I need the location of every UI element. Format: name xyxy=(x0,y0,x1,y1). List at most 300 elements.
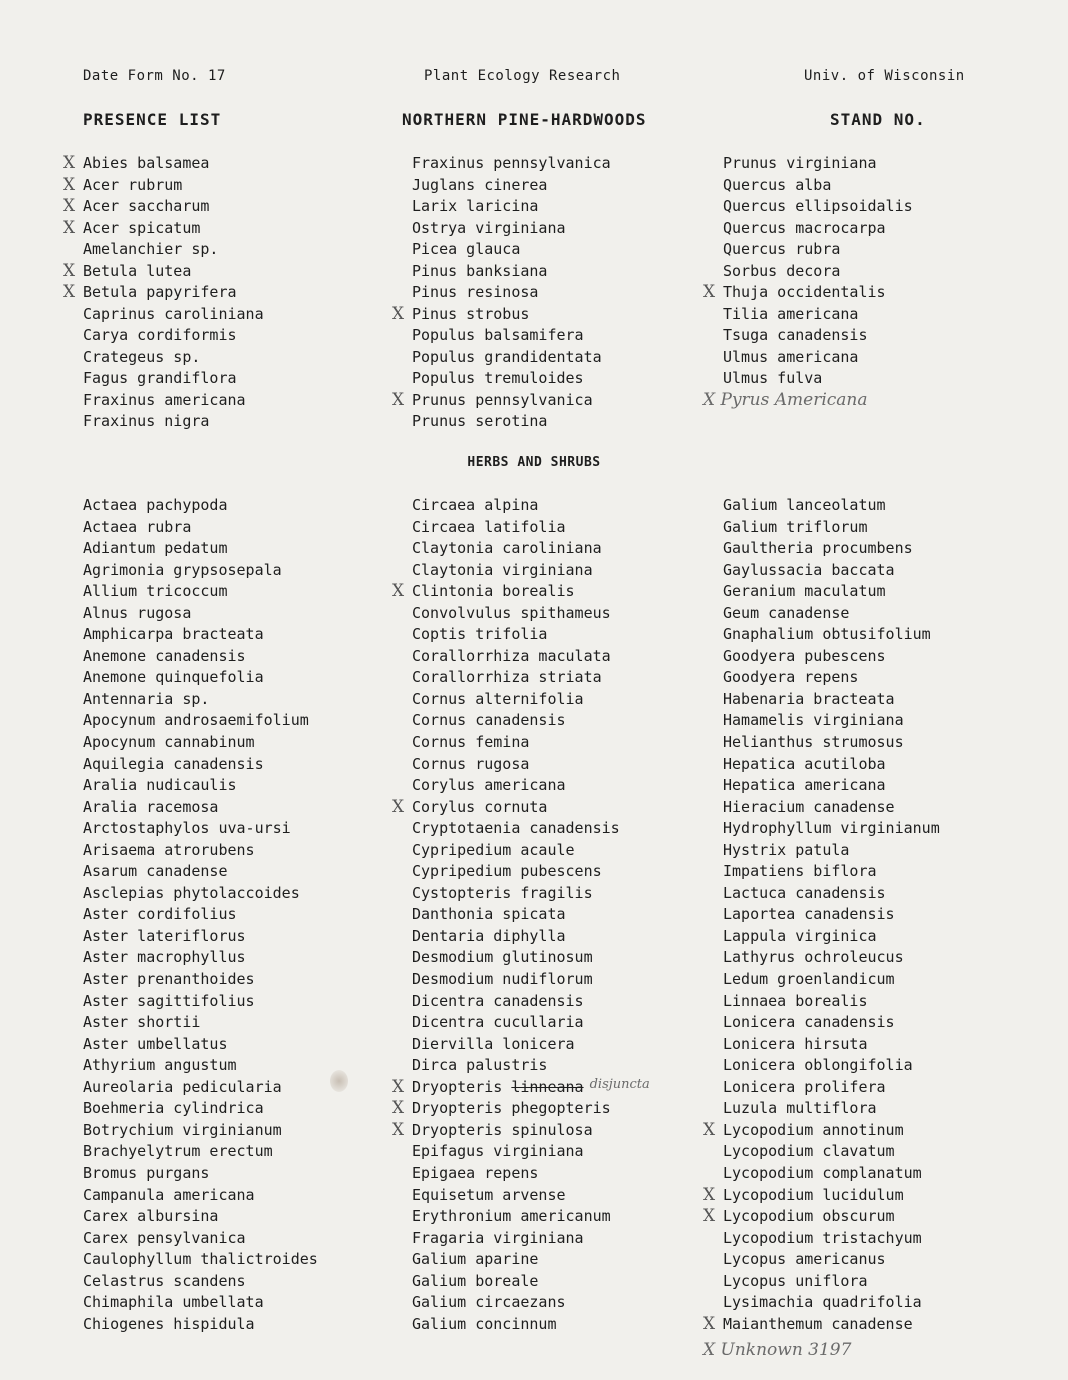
species-entry xyxy=(723,325,913,347)
species-name: Galium lanceolatum xyxy=(723,496,886,514)
species-entry xyxy=(412,196,611,218)
species-name: Lycopodium lucidulum xyxy=(723,1185,904,1204)
species-name: Claytonia caroliniana xyxy=(412,539,602,558)
species-name: Tilia americana xyxy=(723,304,859,323)
handwritten-footer-note: X Unknown 3197 xyxy=(703,1340,852,1360)
species-name: Sorbus decora xyxy=(723,261,841,280)
species-name: Anemone canadensis xyxy=(83,646,246,665)
species-name: Fagus grandiflora xyxy=(83,369,237,387)
species-name: Galium triflorum xyxy=(723,517,868,536)
species-name: Caulophyllum thalictroides xyxy=(83,1250,318,1269)
species-name: Ulmus americana xyxy=(723,347,859,366)
species-name: Fraxinus pennsylvanica xyxy=(412,154,611,172)
herb-species-column-2 xyxy=(392,495,650,1335)
species-name: Laportea canadensis xyxy=(723,905,895,924)
species-name: Cypripedium acaule xyxy=(412,840,575,859)
species-entry xyxy=(83,1292,318,1314)
species-entry xyxy=(83,1120,318,1142)
species-entry xyxy=(63,153,264,175)
species-name: Anemone quinquefolia xyxy=(83,668,264,687)
species-entry xyxy=(412,153,611,175)
species-name: Epifagus virginiana xyxy=(412,1142,584,1161)
check-mark-icon: X xyxy=(63,196,76,216)
species-name: Coptis trifolia xyxy=(412,625,548,644)
species-name: Juglans cinerea xyxy=(412,175,548,194)
species-name: Hamamelis virginiana xyxy=(723,711,904,730)
species-name: Equisetum arvense xyxy=(412,1185,566,1204)
species-entry xyxy=(412,947,650,969)
species-name: Arisaema atrorubens xyxy=(83,840,255,859)
species-entry xyxy=(723,710,940,732)
species-entry xyxy=(723,689,940,711)
species-entry xyxy=(83,1098,318,1120)
species-name: Aster cordifolius xyxy=(83,905,237,924)
species-name: Amphicarpa bracteata xyxy=(83,625,264,644)
herb-species-column-1 xyxy=(83,495,318,1335)
species-entry xyxy=(412,754,650,776)
species-entry xyxy=(412,624,650,646)
species-name: Dicentra cucullaria xyxy=(412,1013,584,1032)
species-name: Aureolaria pedicularia xyxy=(83,1077,282,1096)
species-entry xyxy=(83,517,318,539)
species-entry xyxy=(392,1076,650,1099)
species-name: Helianthus strumosus xyxy=(723,733,904,752)
check-mark-icon: X xyxy=(63,217,76,238)
species-entry xyxy=(83,1206,318,1228)
species-entry xyxy=(723,646,940,668)
species-name: Prunus pennsylvanica xyxy=(412,390,593,409)
species-name: Fraxinus nigra xyxy=(83,412,210,430)
species-name: Campanula americana xyxy=(83,1185,255,1204)
species-name: Carya cordiformis xyxy=(83,326,237,344)
species-name: Athyrium angustum xyxy=(83,1056,237,1075)
species-entry xyxy=(723,1141,940,1163)
paper-smudge xyxy=(330,1070,348,1092)
species-entry xyxy=(703,1119,940,1142)
species-name: Gaylussacia baccata xyxy=(723,560,895,579)
species-name: Dirca palustris xyxy=(412,1056,548,1075)
species-name: Quercus rubra xyxy=(723,240,841,258)
species-name: Acer rubrum xyxy=(83,175,183,194)
check-mark-icon: X xyxy=(392,1119,405,1140)
species-entry xyxy=(412,883,650,905)
species-entry xyxy=(412,1163,650,1185)
species-name: Tsuga canadensis xyxy=(723,326,868,344)
check-mark-icon: X xyxy=(703,1184,716,1205)
species-name: Danthonia spicata xyxy=(412,905,566,924)
species-entry xyxy=(83,368,264,390)
species-name: Linnaea borealis xyxy=(723,991,868,1010)
species-entry xyxy=(83,603,318,625)
species-entry xyxy=(723,196,913,218)
species-entry xyxy=(412,411,611,433)
species-name: Circaea latifolia xyxy=(412,517,566,536)
species-name: Hydrophyllum virginianum xyxy=(723,819,940,838)
species-entry xyxy=(723,991,940,1013)
species-name: Desmodium glutinosum xyxy=(412,948,593,967)
species-name: Dryopteris phegopteris xyxy=(412,1099,611,1118)
species-entry xyxy=(412,1141,650,1163)
species-name: Betula papyrifera xyxy=(83,283,237,301)
species-name: Galium circaezans xyxy=(412,1293,566,1312)
species-name: Epigaea repens xyxy=(412,1163,539,1182)
species-entry xyxy=(412,991,650,1013)
species-name: Populus balsamifera xyxy=(412,326,584,344)
species-name: Cystopteris fragilis xyxy=(412,883,593,902)
species-entry xyxy=(392,1098,650,1120)
species-entry xyxy=(723,218,913,240)
species-name: Galium concinnum xyxy=(412,1314,557,1333)
species-name: Carex pensylvanica xyxy=(83,1228,246,1247)
species-entry xyxy=(412,517,650,539)
species-name: Hystrix patula xyxy=(723,840,850,859)
species-name: Populus tremuloides xyxy=(412,369,584,387)
species-name: Desmodium nudiflorum xyxy=(412,970,593,989)
species-name: Fragaria virginiana xyxy=(412,1228,584,1247)
species-entry xyxy=(723,1249,940,1271)
species-entry xyxy=(412,1185,650,1207)
species-name: Quercus alba xyxy=(723,175,832,194)
tree-species-column-3 xyxy=(703,153,913,390)
check-mark-icon: X xyxy=(703,1313,716,1334)
species-entry xyxy=(412,969,650,991)
species-name: Antennaria sp. xyxy=(83,689,210,708)
species-entry xyxy=(83,1141,318,1163)
species-name: Cornus femina xyxy=(412,733,530,752)
species-entry xyxy=(412,368,611,390)
species-entry xyxy=(723,818,940,840)
species-entry xyxy=(412,1034,650,1056)
species-entry xyxy=(83,560,318,582)
species-name: Chiogenes hispidula xyxy=(83,1314,255,1333)
species-entry xyxy=(83,775,318,797)
species-entry xyxy=(723,581,940,603)
species-name: Hieracium canadense xyxy=(723,797,895,816)
check-mark-icon: X xyxy=(703,1206,716,1227)
species-name: Pinus strobus xyxy=(412,304,530,323)
species-name: Abies balsamea xyxy=(83,154,210,172)
species-entry xyxy=(723,1098,940,1120)
species-name: Dryopteris xyxy=(412,1077,503,1096)
species-name: Crategeus sp. xyxy=(83,347,201,366)
presence-list-title: PRESENCE LIST xyxy=(83,110,222,129)
species-entry xyxy=(83,1271,318,1293)
species-name: Ostrya virginiana xyxy=(412,218,566,237)
species-name: Aralia nudicaulis xyxy=(83,776,237,795)
species-name: Arctostaphylos uva-ursi xyxy=(83,819,291,838)
species-entry xyxy=(723,304,913,326)
species-entry xyxy=(412,818,650,840)
species-name: Circaea alpina xyxy=(412,496,539,514)
species-entry xyxy=(703,1313,940,1336)
species-name: Cornus alternifolia xyxy=(412,689,584,708)
species-name: Agrimonia grypsosepala xyxy=(83,560,282,579)
species-name: Corallorrhiza maculata xyxy=(412,646,611,665)
species-entry xyxy=(723,1271,940,1293)
species-name: Asarum canadense xyxy=(83,862,228,881)
species-entry xyxy=(723,347,913,369)
species-entry xyxy=(723,754,940,776)
species-name: Galium aparine xyxy=(412,1250,539,1269)
species-name: Carex albursina xyxy=(83,1207,219,1226)
species-entry xyxy=(83,732,318,754)
species-name: Aster macrophyllus xyxy=(83,948,246,967)
species-name: Amelanchier sp. xyxy=(83,240,219,258)
species-entry xyxy=(83,667,318,689)
species-entry xyxy=(412,1055,650,1077)
species-entry xyxy=(412,239,611,261)
species-entry xyxy=(83,1314,318,1336)
species-entry xyxy=(723,1034,940,1056)
species-entry xyxy=(83,624,318,646)
species-name: Cornus rugosa xyxy=(412,754,530,773)
species-entry xyxy=(412,261,611,283)
species-entry xyxy=(723,1292,940,1314)
check-mark-icon: X xyxy=(392,1098,405,1119)
check-mark-icon: X xyxy=(392,796,405,817)
species-entry xyxy=(83,754,318,776)
species-entry xyxy=(723,1228,940,1250)
species-entry xyxy=(703,282,913,304)
species-name: Lonicera hirsuta xyxy=(723,1034,868,1053)
species-name: Aster umbellatus xyxy=(83,1034,228,1053)
species-name: Brachyelytrum erectum xyxy=(83,1142,273,1161)
check-mark-icon: X xyxy=(703,1119,716,1140)
species-entry xyxy=(412,926,650,948)
species-name: Fraxinus americana xyxy=(83,390,246,409)
species-entry xyxy=(723,1077,940,1099)
species-entry xyxy=(723,883,940,905)
species-entry xyxy=(723,775,940,797)
species-entry xyxy=(83,710,318,732)
species-name: Impatiens biflora xyxy=(723,862,877,881)
species-name: Clintonia borealis xyxy=(412,582,575,601)
species-entry xyxy=(723,538,940,560)
herbs-shrubs-heading: HERBS AND SHRUBS xyxy=(467,455,601,470)
species-entry xyxy=(412,603,650,625)
species-entry xyxy=(83,797,318,819)
species-entry xyxy=(723,861,940,883)
species-entry xyxy=(83,1249,318,1271)
species-name: Populus grandidentata xyxy=(412,347,602,366)
species-entry xyxy=(412,1206,650,1228)
species-entry xyxy=(412,904,650,926)
species-entry xyxy=(63,174,264,197)
species-name: Corylus americana xyxy=(412,776,566,795)
species-name: Lonicera oblongifolia xyxy=(723,1056,913,1075)
species-entry xyxy=(83,1077,318,1099)
species-name: Botrychium virginianum xyxy=(83,1120,282,1139)
tree-species-column-1 xyxy=(63,153,264,433)
species-name: Lycopodium obscurum xyxy=(723,1207,895,1226)
forest-type-title: NORTHERN PINE-HARDWOODS xyxy=(402,110,647,129)
species-name: Convolvulus spithameus xyxy=(412,603,611,622)
species-name: Lycopus americanus xyxy=(723,1250,886,1269)
species-entry xyxy=(412,1271,650,1293)
species-name: Pinus banksiana xyxy=(412,261,548,280)
species-entry xyxy=(412,861,650,883)
species-name: Gaultheria procumbens xyxy=(723,539,913,558)
species-entry xyxy=(83,1185,318,1207)
species-entry xyxy=(83,495,318,517)
check-mark-icon: X xyxy=(392,1076,405,1097)
species-name: Betula lutea xyxy=(83,261,192,280)
species-name: Lycopodium clavatum xyxy=(723,1142,895,1161)
check-mark-icon: X xyxy=(63,282,76,302)
species-name: Lycopodium annotinum xyxy=(723,1120,904,1139)
species-name: Hepatica americana xyxy=(723,776,886,795)
species-name: Bromus purgans xyxy=(83,1163,210,1182)
species-name: Lactuca canadensis xyxy=(723,883,886,902)
species-name: Lycopodium complanatum xyxy=(723,1163,922,1182)
species-name: Pinus resinosa xyxy=(412,283,539,301)
species-name: Asclepias phytolaccoides xyxy=(83,883,300,902)
species-entry xyxy=(392,389,611,412)
species-name: Actaea rubra xyxy=(83,517,192,536)
species-entry xyxy=(412,646,650,668)
species-entry xyxy=(83,646,318,668)
species-entry xyxy=(723,624,940,646)
species-name: Cornus canadensis xyxy=(412,711,566,730)
species-entry xyxy=(723,495,940,517)
species-entry xyxy=(83,390,264,412)
species-name: Boehmeria cylindrica xyxy=(83,1099,264,1118)
species-entry xyxy=(723,667,940,689)
species-name: Lonicera prolifera xyxy=(723,1077,886,1096)
organization: Plant Ecology Research xyxy=(424,68,621,84)
check-mark-icon: X xyxy=(63,153,76,173)
university: Univ. of Wisconsin xyxy=(804,68,965,84)
species-entry xyxy=(412,325,611,347)
species-entry xyxy=(83,1034,318,1056)
herb-species-column-3 xyxy=(703,495,940,1335)
species-entry xyxy=(412,775,650,797)
check-mark-icon: X xyxy=(63,174,76,195)
species-entry xyxy=(83,818,318,840)
species-entry xyxy=(83,840,318,862)
species-name: Thuja occidentalis xyxy=(723,283,886,301)
species-name: Diervilla lonicera xyxy=(412,1034,575,1053)
check-mark-icon: X xyxy=(392,581,405,602)
species-entry xyxy=(703,1184,940,1207)
species-name: Aralia racemosa xyxy=(83,797,219,816)
species-entry xyxy=(63,260,264,283)
species-entry xyxy=(723,904,940,926)
species-name: Luzula multiflora xyxy=(723,1099,877,1118)
species-entry xyxy=(83,304,264,326)
species-entry xyxy=(412,495,650,517)
species-entry xyxy=(63,196,264,218)
species-name: Lonicera canadensis xyxy=(723,1013,895,1032)
species-entry xyxy=(63,217,264,240)
species-name: Lappula virginica xyxy=(723,926,877,945)
species-entry xyxy=(412,710,650,732)
species-entry xyxy=(723,175,913,197)
species-entry xyxy=(723,368,913,390)
species-entry xyxy=(412,538,650,560)
species-entry xyxy=(392,303,611,326)
species-entry xyxy=(723,969,940,991)
species-name: Quercus macrocarpa xyxy=(723,218,886,237)
species-name: Ledum groenlandicum xyxy=(723,970,895,989)
handwritten-tree-entry: X Pyrus Americana xyxy=(703,390,868,410)
species-name: Geranium maculatum xyxy=(723,582,886,601)
species-name: Picea glauca xyxy=(412,240,521,258)
tree-species-column-2 xyxy=(392,153,611,433)
species-name: Corallorrhiza striata xyxy=(412,668,602,687)
species-entry xyxy=(412,347,611,369)
species-name: Aster sagittifolius xyxy=(83,991,255,1010)
species-entry xyxy=(412,840,650,862)
species-entry xyxy=(83,926,318,948)
check-mark-icon: X xyxy=(392,303,405,324)
struck-epithet: linneana xyxy=(511,1077,584,1096)
species-name: Chimaphila umbellata xyxy=(83,1293,264,1312)
species-entry xyxy=(392,796,650,819)
species-entry xyxy=(83,947,318,969)
species-entry xyxy=(412,218,611,240)
species-name: Dicentra canadensis xyxy=(412,991,584,1010)
species-entry xyxy=(723,926,940,948)
handwritten-annotation: disjuncta xyxy=(589,1076,650,1092)
species-name: Larix laricina xyxy=(412,197,539,215)
species-entry xyxy=(83,411,264,433)
species-name: Allium tricoccum xyxy=(83,582,228,601)
species-entry xyxy=(83,239,264,261)
species-entry xyxy=(83,347,264,369)
species-name: Lycopus uniflora xyxy=(723,1271,868,1290)
species-name: Dentaria diphylla xyxy=(412,926,566,945)
species-entry xyxy=(412,282,611,304)
species-entry xyxy=(723,797,940,819)
form-number: Date Form No. 17 xyxy=(83,68,226,84)
species-name: Celastrus scandens xyxy=(83,1271,246,1290)
species-entry xyxy=(723,239,913,261)
species-name: Acer spicatum xyxy=(83,218,201,237)
species-name: Claytonia virginiana xyxy=(412,560,593,579)
species-entry xyxy=(412,667,650,689)
species-entry xyxy=(723,153,913,175)
species-entry xyxy=(723,840,940,862)
species-name: Goodyera repens xyxy=(723,668,859,687)
species-name: Habenaria bracteata xyxy=(723,689,895,708)
species-entry xyxy=(412,1292,650,1314)
species-entry xyxy=(83,538,318,560)
species-name: Actaea pachypoda xyxy=(83,496,228,514)
species-entry xyxy=(63,282,264,304)
species-name: Cypripedium pubescens xyxy=(412,862,602,881)
species-entry xyxy=(83,325,264,347)
species-name: Alnus rugosa xyxy=(83,603,192,622)
species-entry xyxy=(83,1012,318,1034)
species-entry xyxy=(83,581,318,603)
species-entry xyxy=(723,261,913,283)
species-name: Gnaphalium obtusifolium xyxy=(723,625,931,644)
species-name: Erythronium americanum xyxy=(412,1207,611,1226)
species-entry xyxy=(703,1206,940,1228)
species-entry xyxy=(83,969,318,991)
species-name: Prunus virginiana xyxy=(723,154,877,172)
species-name: Adiantum pedatum xyxy=(83,539,228,558)
species-entry xyxy=(83,904,318,926)
species-entry xyxy=(83,1228,318,1250)
species-entry xyxy=(723,732,940,754)
species-entry xyxy=(83,883,318,905)
check-mark-icon: X xyxy=(392,389,405,410)
species-name: Caprinus caroliniana xyxy=(83,304,264,323)
species-entry xyxy=(392,581,650,603)
species-entry xyxy=(412,732,650,754)
